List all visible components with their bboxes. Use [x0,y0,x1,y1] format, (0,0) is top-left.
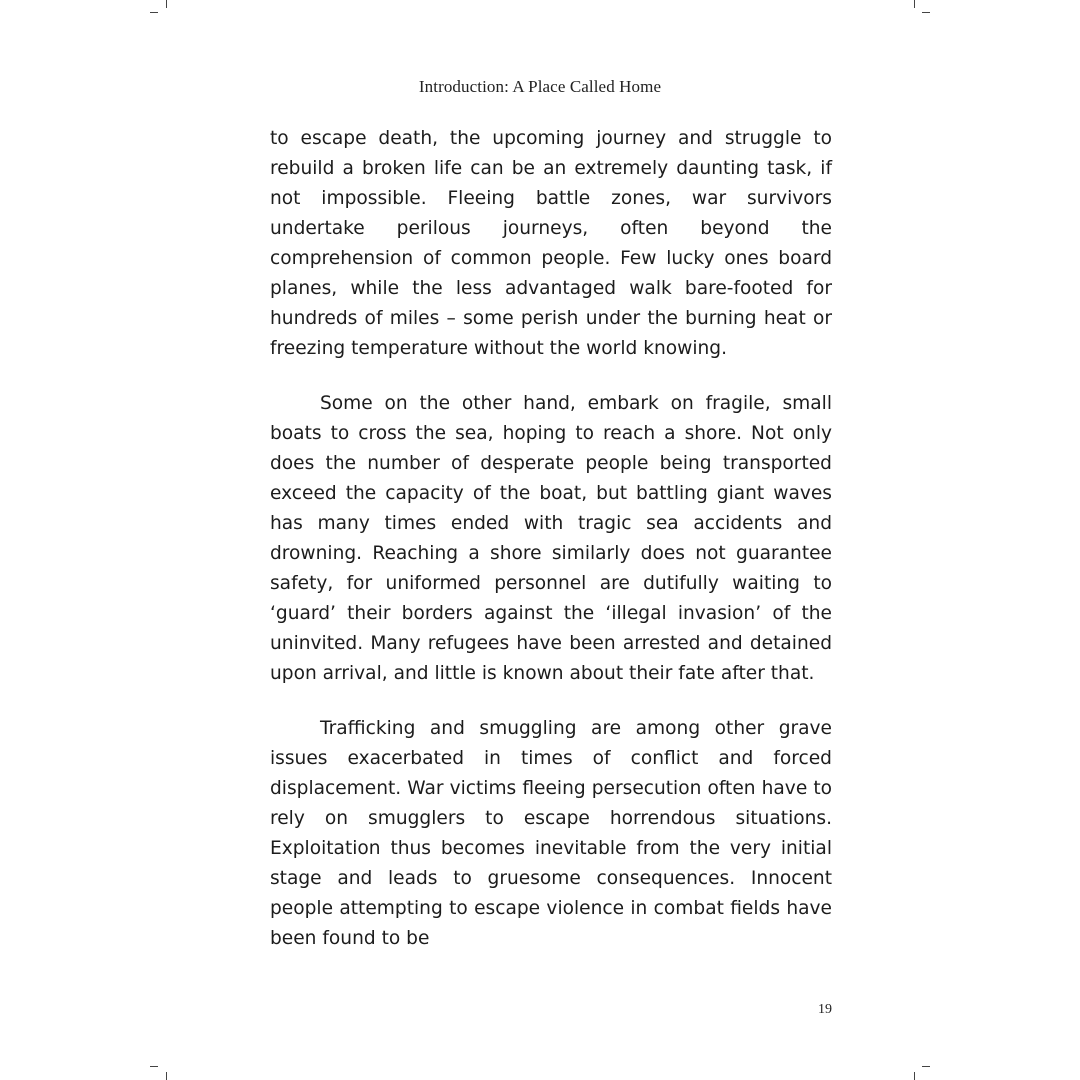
crop-mark-top-left-v [166,0,167,8]
paragraph-3: Trafficking and smuggling are among other grave issues exacerbated in times of conflict and forced displacement. War victims fleeing persecution often have to rely on smugglers to escape horrendous situations. Exploitation thus becomes inevitable from the very initial stage and leads to gruesome consequences. Innocent people attempting to escape violence in combat fields have been found to be [270,718,832,949]
body-text [270,124,832,979]
crop-mark-top-left-h [150,12,158,13]
crop-mark-bottom-left-h [150,1066,158,1067]
paragraph-1: to escape death, the upcoming journey and struggle to rebuild a broken life can be an extremely daunting task, if not impossible. Fleeing battle zones, war survivors undertake perilous journeys, often beyond the comprehension of common people. Few lucky ones board planes, while the less advantaged walk bare-footed for hundreds of miles – some perish under the burning heat or freezing temperature without the world knowing. [270,128,832,359]
crop-mark-top-right-v [914,0,915,8]
running-header: Introduction: A Place Called Home [418,77,662,96]
page-number: 19 [818,1002,832,1017]
crop-mark-bottom-left-v [166,1072,167,1080]
crop-mark-bottom-right-h [922,1066,930,1067]
crop-mark-top-right-h [922,12,930,13]
crop-mark-bottom-right-v [914,1072,915,1080]
paragraph-2: Some on the other hand, embark on fragile, small boats to cross the sea, hoping to reach a shore. Not only does the number of desperate people being transported exceed the capacity of the boat, but battling giant waves has many times ended with tragic sea accidents and drowning. Reaching a shore similarly does not guarantee safety, for uniformed personnel are dutifully waiting to ‘guard’ their borders against the ‘illegal invasion’ of the uninvited. Many refugees have been arrested and detained upon arrival, and little is known about their fate after that. [270,393,832,684]
